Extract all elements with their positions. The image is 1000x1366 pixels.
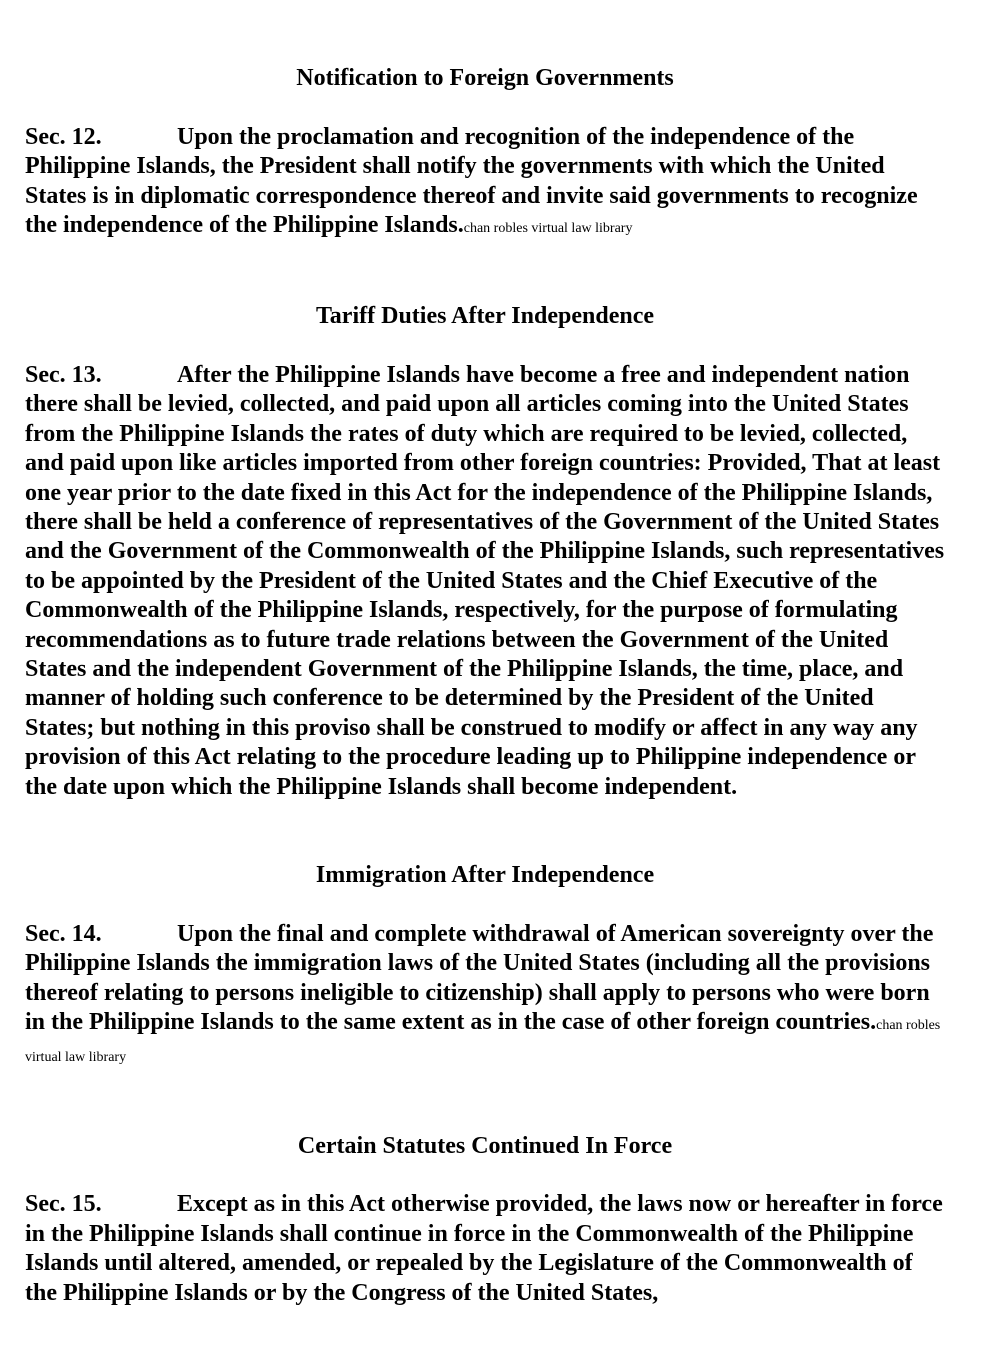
section-heading-statutes: Certain Statutes Continued In Force [297, 1132, 673, 1159]
watermark-text: chan robles virtual law library [463, 221, 633, 237]
section-text: Upon the final and complete withdrawal of American sovereignty over the Philippine Islands the immigration laws of the United States (including all the provisions thereof relating to persons ineligible to citizenship) shall apply to persons who were born in the Philippine Islands to the same extent as in the case of other foreign countries. [25, 920, 934, 1035]
section-14-paragraph [25, 920, 945, 1073]
section-15-paragraph [25, 1190, 945, 1308]
section-heading-notification: Notification to Foreign Governments [296, 65, 674, 91]
section-heading-immigration: Immigration After Independence [315, 861, 655, 888]
section-text: Except as in this Act otherwise provided, the laws now or hereafter in force in the Philippine Islands shall continue in force in the Commonwealth of the Philippine Islands until altered, amended, or repealed by the Legislature of the Commonwealth of the Philippine Islands or by the Congress of the United States, [25, 1191, 943, 1306]
document-page [25, 64, 945, 1308]
section-number: Sec. 13. [25, 362, 102, 389]
section-text: After the Philippine Islands have become a free and independent nation there shall be levied, collected, and paid upon all articles coming into the United States from the Philippine Islands the rates of duty which are required to be levied, collected, and paid upon like articles imported from other foreign countries: Provided, That at least one year prior to the date fixed in this Act for the independence of the Philippine Islands, there shall be held a conference of representatives of the Government of the United States and the Government of the Commonwealth of the Philippine Islands, such representatives to be appointed by the President of the United States and the Chief Executive of the Commonwealth of the Philippine Islands, respectively, for the purpose of formulating recommendations as to future trade relations between the Government of the United States and the independent Government of the Philippine Islands, the time, place, and manner of holding such conference to be determined by the President of the United States; but nothing in this proviso shall be construed to modify or affect in any way any provision of this Act relating to the procedure leading up to Philippine independence or the date upon which the Philippine Islands shall become independent. [25, 362, 945, 800]
section-13-paragraph [25, 361, 945, 802]
section-text: Upon the proclamation and recognition of the independence of the Philippine Islands, the President shall notify the governments with which the United States is in diplomatic correspondence thereof and invite said governments to recognize the independence of the Philippine Islands. [25, 123, 918, 239]
watermark-text: chan robles virtual law library [25, 1017, 941, 1066]
section-number: Sec. 12. [25, 123, 102, 150]
section-12-paragraph [25, 123, 945, 244]
section-heading-tariff: Tariff Duties After Independence [316, 303, 654, 330]
section-number: Sec. 14. [25, 920, 102, 947]
section-number: Sec. 15. [25, 1191, 102, 1218]
